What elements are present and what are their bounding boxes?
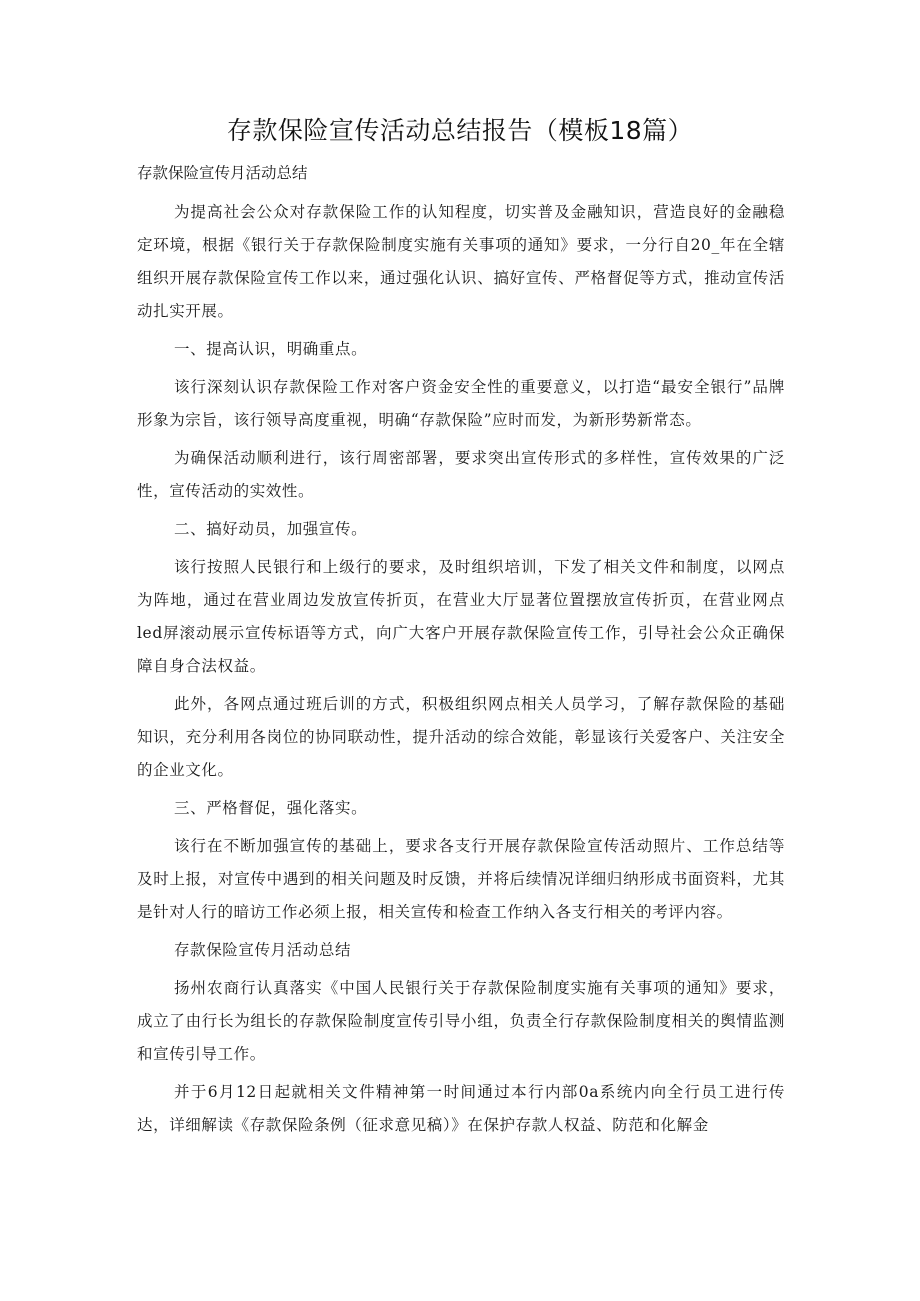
document-body: [137, 196, 785, 1147]
section-heading-2: 二、搞好动员，加强宣传。: [174, 520, 368, 538]
section-heading-3: 三、严格督促，强化落实。: [174, 799, 368, 817]
paragraph-intro: 为提高社会公众对存款保险工作的认知程度，切实普及金融知识，营造良好的金融稳定环境，根据《银行关于存款保险制度实施有关事项的通知》要求，一分行自20_年在全辖组织开展存款保险宣传工作以来，通过强化认识、搞好宣传、严格督促等方式，推动宣传活动扎实开展。: [137, 203, 785, 320]
paragraph: 此外，各网点通过班后训的方式，积极组织网点相关人员学习，了解存款保险的基础知识，充分利用各岗位的协同联动性，提升活动的综合效能，彰显该行关爱客户、关注安全的企业文化。: [137, 695, 785, 779]
paragraph: 该行按照人民银行和上级行的要求，及时组织培训，下发了相关文件和制度，以网点为阵地，通过在营业周边发放宣传折页，在营业大厅显著位置摆放宣传折页，在营业网点led屏滚动展示宣传标语等方式，向广大客户开展存款保险宣传工作，引导社会公众正确保障自身合法权益。: [137, 558, 785, 675]
document-title: 存款保险宣传活动总结报告（模板18篇）: [226, 116, 694, 145]
paragraph: 扬州农商行认真落实《中国人民银行关于存款保险制度实施有关事项的通知》要求，成立了由行长为组长的存款保险制度宣传引导小组，负责全行存款保险制度相关的舆情监测和宣传引导工作。: [137, 979, 785, 1063]
paragraph: 该行深刻认识存款保险工作对客户资金安全性的重要意义，以打造“最安全银行”品牌形象为宗旨，该行领导高度重视，明确“存款保险”应时而发，为新形势新常态。: [137, 378, 785, 429]
document-subtitle: 存款保险宣传月活动总结: [137, 164, 308, 182]
section-subtitle: 存款保险宣传月活动总结: [174, 941, 352, 959]
section-heading-1: 一、提高认识，明确重点。: [174, 340, 368, 358]
paragraph: 该行在不断加强宣传的基础上，要求各支行开展存款保险宣传活动照片、工作总结等及时上报，对宣传中遇到的相关问题及时反馈，并将后续情况详细归纳形成书面资料，尤其是针对人行的暗访工作必须上报，相关宣传和检查工作纳入各支行相关的考评内容。: [137, 837, 785, 921]
paragraph: 并于6月12日起就相关文件精神第一时间通过本行内部0a系统内向全行员工进行传达，详细解读《存款保险条例（征求意见稿）》在保护存款人权益、防范和化解金: [137, 1083, 785, 1134]
paragraph: 为确保活动顺利进行，该行周密部署，要求突出宣传形式的多样性，宣传效果的广泛性，宣传活动的实效性。: [137, 449, 785, 500]
